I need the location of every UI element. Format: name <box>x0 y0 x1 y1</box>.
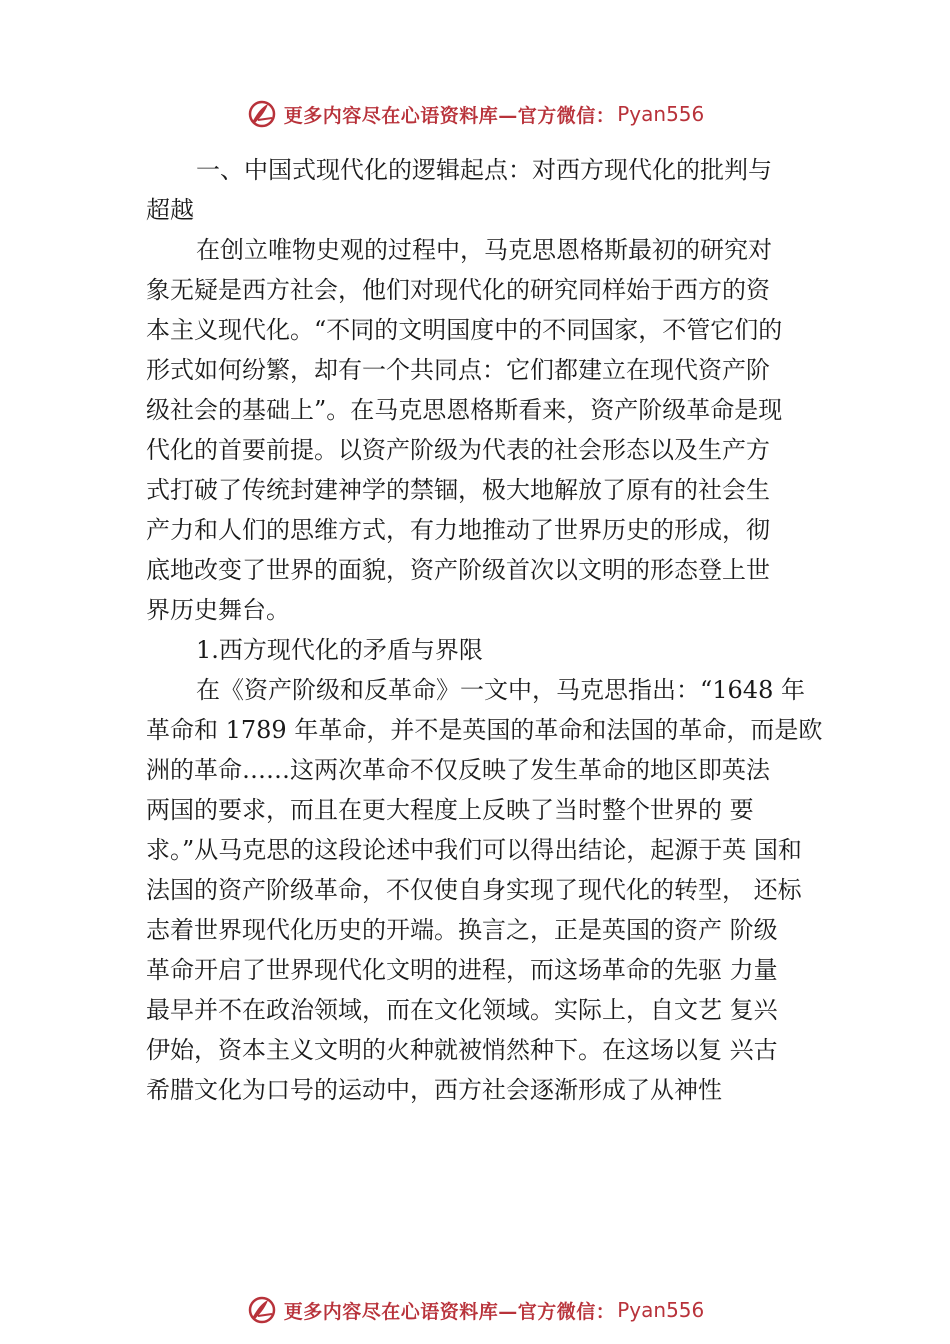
paragraph-line: 最早并不在政治领域，而在文化领域。实际上，自文艺 复兴 <box>146 996 778 1024</box>
paragraph-line: 在《资产阶级和反革命》一文中，马克思指出：“1648 年 <box>196 676 805 704</box>
paragraph-line: 级社会的基础上”。在马克思恩格斯看来，资产阶级革命是现 <box>146 396 783 424</box>
paragraph-line: 希腊文化为口号的运动中，西方社会逐渐形成了从神性 <box>146 1076 722 1104</box>
paragraph-line: 求。”从马克思的这段论述中我们可以得出结论，起源于英 国和 <box>146 836 802 864</box>
paragraph-line: 本主义现代化。“不同的文明国度中的不同国家，不管它们的 <box>146 316 783 344</box>
paragraph-line: 两国的要求，而且在更大程度上反映了当时整个世界的 要 <box>146 796 754 824</box>
paragraph-line: 象无疑是西方社会，他们对现代化的研究同样始于西方的资 <box>146 276 770 304</box>
banner-text: 更多内容尽在心语资料库—官方微信： <box>283 104 616 127</box>
paragraph-line: 产力和人们的思维方式，有力地推动了世界历史的形成，彻 <box>146 516 770 544</box>
paragraph-line: 志着世界现代化历史的开端。换言之，正是英国的资产 阶级 <box>146 916 778 944</box>
paragraph-line: 法国的资产阶级革命，不仅使自身实现了现代化的转型， 还标 <box>146 876 802 904</box>
subsection-heading: 1.西方现代化的矛盾与界限 <box>196 636 483 664</box>
paragraph-line: 界历史舞台。 <box>146 596 290 624</box>
paragraph-line: 代化的首要前提。以资产阶级为代表的社会形态以及生产方 <box>146 436 770 464</box>
banner-contact: Pyan556 <box>617 1298 705 1322</box>
footer-banner <box>0 1290 950 1330</box>
signature-logo-icon <box>246 1294 278 1326</box>
paragraph-line: 在创立唯物史观的过程中，马克思恩格斯最初的研究对 <box>196 236 772 264</box>
signature-logo-icon <box>246 98 278 130</box>
document-body <box>146 150 836 1110</box>
section-heading-line: 一、中国式现代化的逻辑起点：对西方现代化的批判与 <box>196 156 772 184</box>
paragraph-line: 形式如何纷繁，却有一个共同点：它们都建立在现代资产阶 <box>146 356 770 384</box>
banner-text: 更多内容尽在心语资料库—官方微信： <box>283 1300 616 1323</box>
banner-contact: Pyan556 <box>617 102 705 126</box>
paragraph-line: 洲的革命……这两次革命不仅反映了发生革命的地区即英法 <box>146 756 770 784</box>
paragraph-line: 革命开启了世界现代化文明的进程，而这场革命的先驱 力量 <box>146 956 778 984</box>
paragraph-line: 底地改变了世界的面貌，资产阶级首次以文明的形态登上世 <box>146 556 770 584</box>
paragraph-line: 伊始，资本主义文明的火种就被悄然种下。在这场以复 兴古 <box>146 1036 778 1064</box>
header-banner <box>0 94 950 134</box>
paragraph-line: 式打破了传统封建神学的禁锢，极大地解放了原有的社会生 <box>146 476 770 504</box>
paragraph-line: 革命和 1789 年革命，并不是英国的革命和法国的革命，而是欧 <box>146 716 823 744</box>
section-heading-line: 超越 <box>146 196 194 224</box>
